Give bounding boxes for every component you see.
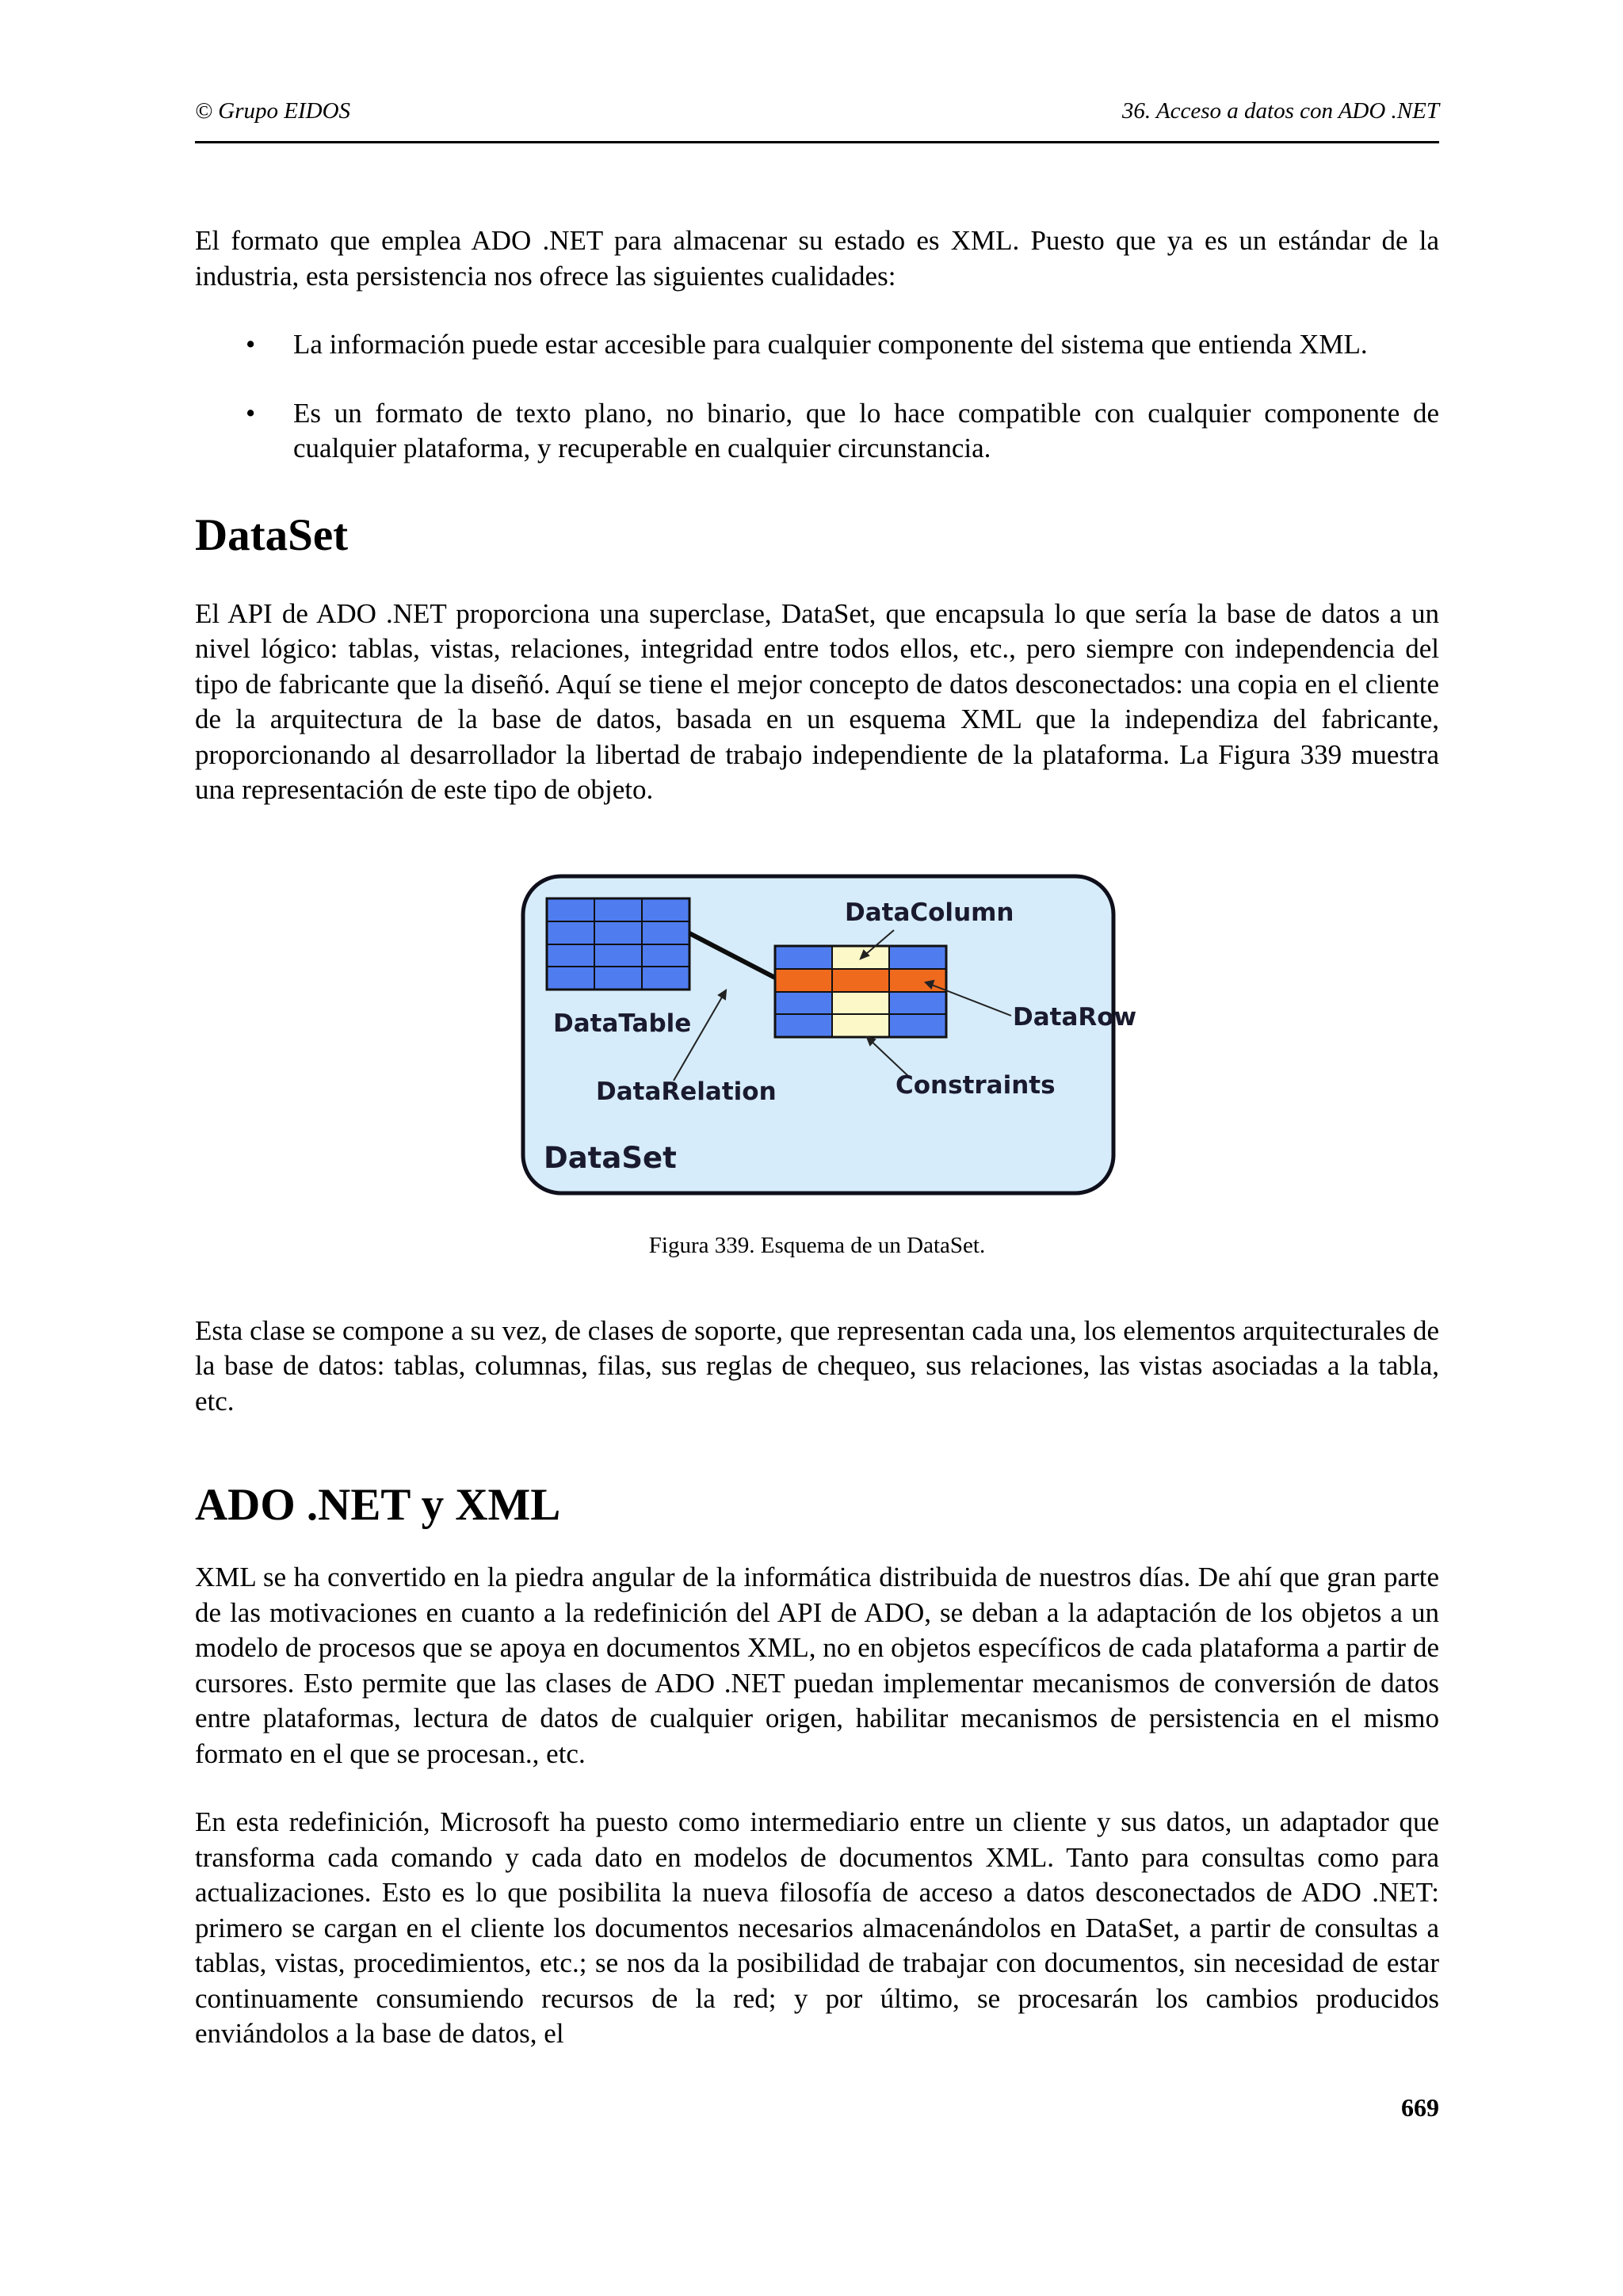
bullet-icon: • xyxy=(246,397,256,429)
xml-paragraph-2: En esta redefinición, Microsoft ha puesto como intermediario entre un cliente y sus datos, un adaptador que transforma cada comando y cada dato en modelos de documentos XML. Tanto para consultas como para actualizaciones. Esto es lo que posibilita la nueva filosofía de acceso a datos desconectados de ADO .NET: primero se cargan en el cliente los documentos necesarios almacenándolos en DataSet, a partir de consultas a tablas, vistas, procedimientos, etc.; se nos da la posibilidad de trabajar con documentos, sin necesidad de estar continuamente consumiendo recursos de la red; y por último, se procesarán los cambios producidos enviándolos a la base de datos, el xyxy=(195,1806,1439,2049)
after-figure-paragraph: Esta clase se compone a su vez, de clases de soporte, que representan cada una, los elementos arquitecturales de la base de datos: tablas, columnas, filas, sus reglas de chequeo, sus relaciones, las vistas asociadas a la tabla, etc. xyxy=(195,1314,1439,1417)
running-header xyxy=(195,93,1439,143)
dataset-diagram xyxy=(520,873,1137,1214)
label-datatable: DataTable xyxy=(553,1009,692,1038)
section-heading-ado-xml: ADO .NET y XML xyxy=(195,1480,561,1530)
label-datarelation: DataRelation xyxy=(596,1077,777,1106)
related-table-grid xyxy=(775,946,946,1037)
figure-dataset-diagram xyxy=(195,873,1439,1214)
qualities-list xyxy=(195,327,1439,467)
figure-caption: Figura 339. Esquema de un DataSet. xyxy=(648,1232,986,1258)
bullet-icon: • xyxy=(246,329,256,360)
list-item-text: Es un formato de texto plano, no binario, que lo hace compatible con cualquier componente de cualquier plataforma, y recuperable en cualquier circunstancia. xyxy=(293,397,1439,463)
list-item xyxy=(195,327,1439,363)
label-datarow: DataRow xyxy=(1013,1002,1137,1032)
xml-paragraph-1: XML se ha convertido en la piedra angular de la informática distribuida de nuestros días. De ahí que gran parte de las motivaciones en cuanto a la redefinición del API de ADO, se deban a la adaptación de los objetos a un modelo de procesos que se apoya en documentos XML, no en objetos específicos de cada plataforma a partir de cursores. Esto permite que las clases de ADO .NET puedan implementar mecanismos de conversión de datos entre plataformas, lectura de datos de cualquier origen, habilitar mecanismos de persistencia en el mismo formato en el que se procesan., etc. xyxy=(195,1562,1439,1769)
header-publisher: © Grupo EIDOS xyxy=(195,98,351,124)
page-body xyxy=(195,223,1439,2052)
list-item xyxy=(195,396,1439,467)
intro-paragraph: El formato que emplea ADO .NET para almacenar su estado es XML. Puesto que ya es un estándar de la industria, esta persistencia nos ofrece las siguientes cualidades: xyxy=(195,225,1439,292)
header-chapter-title: 36. Acceso a datos con ADO .NET xyxy=(1121,98,1439,124)
list-item-text: La información puede estar accesible para cualquier componente del sistema que entienda XML. xyxy=(293,329,1368,360)
label-datacolumn: DataColumn xyxy=(845,898,1014,927)
datarow-highlight xyxy=(775,969,946,992)
datatable-grid xyxy=(547,898,689,990)
label-dataset: DataSet xyxy=(544,1140,677,1175)
label-constraints: Constraints xyxy=(896,1070,1056,1100)
section-heading-dataset: DataSet xyxy=(195,509,349,560)
page-number: 669 xyxy=(1401,2093,1439,2122)
dataset-paragraph: El API de ADO .NET proporciona una superclase, DataSet, que encapsula lo que sería la base de datos a un nivel lógico: tablas, vistas, relaciones, integridad entre todos ellos, etc., pero siempre con independencia del tipo de fabricante que la diseñó. Aquí se tiene el mejor concepto de datos desconectados: una copia en el cliente de la arquitectura de la base de datos, basada en un esquema XML que la independiza del fabricante, proporcionando al desarrollador la libertad de trabajo independiente de la plataforma. La Figura 339 muestra una representación de este tipo de objeto. xyxy=(195,597,1439,805)
